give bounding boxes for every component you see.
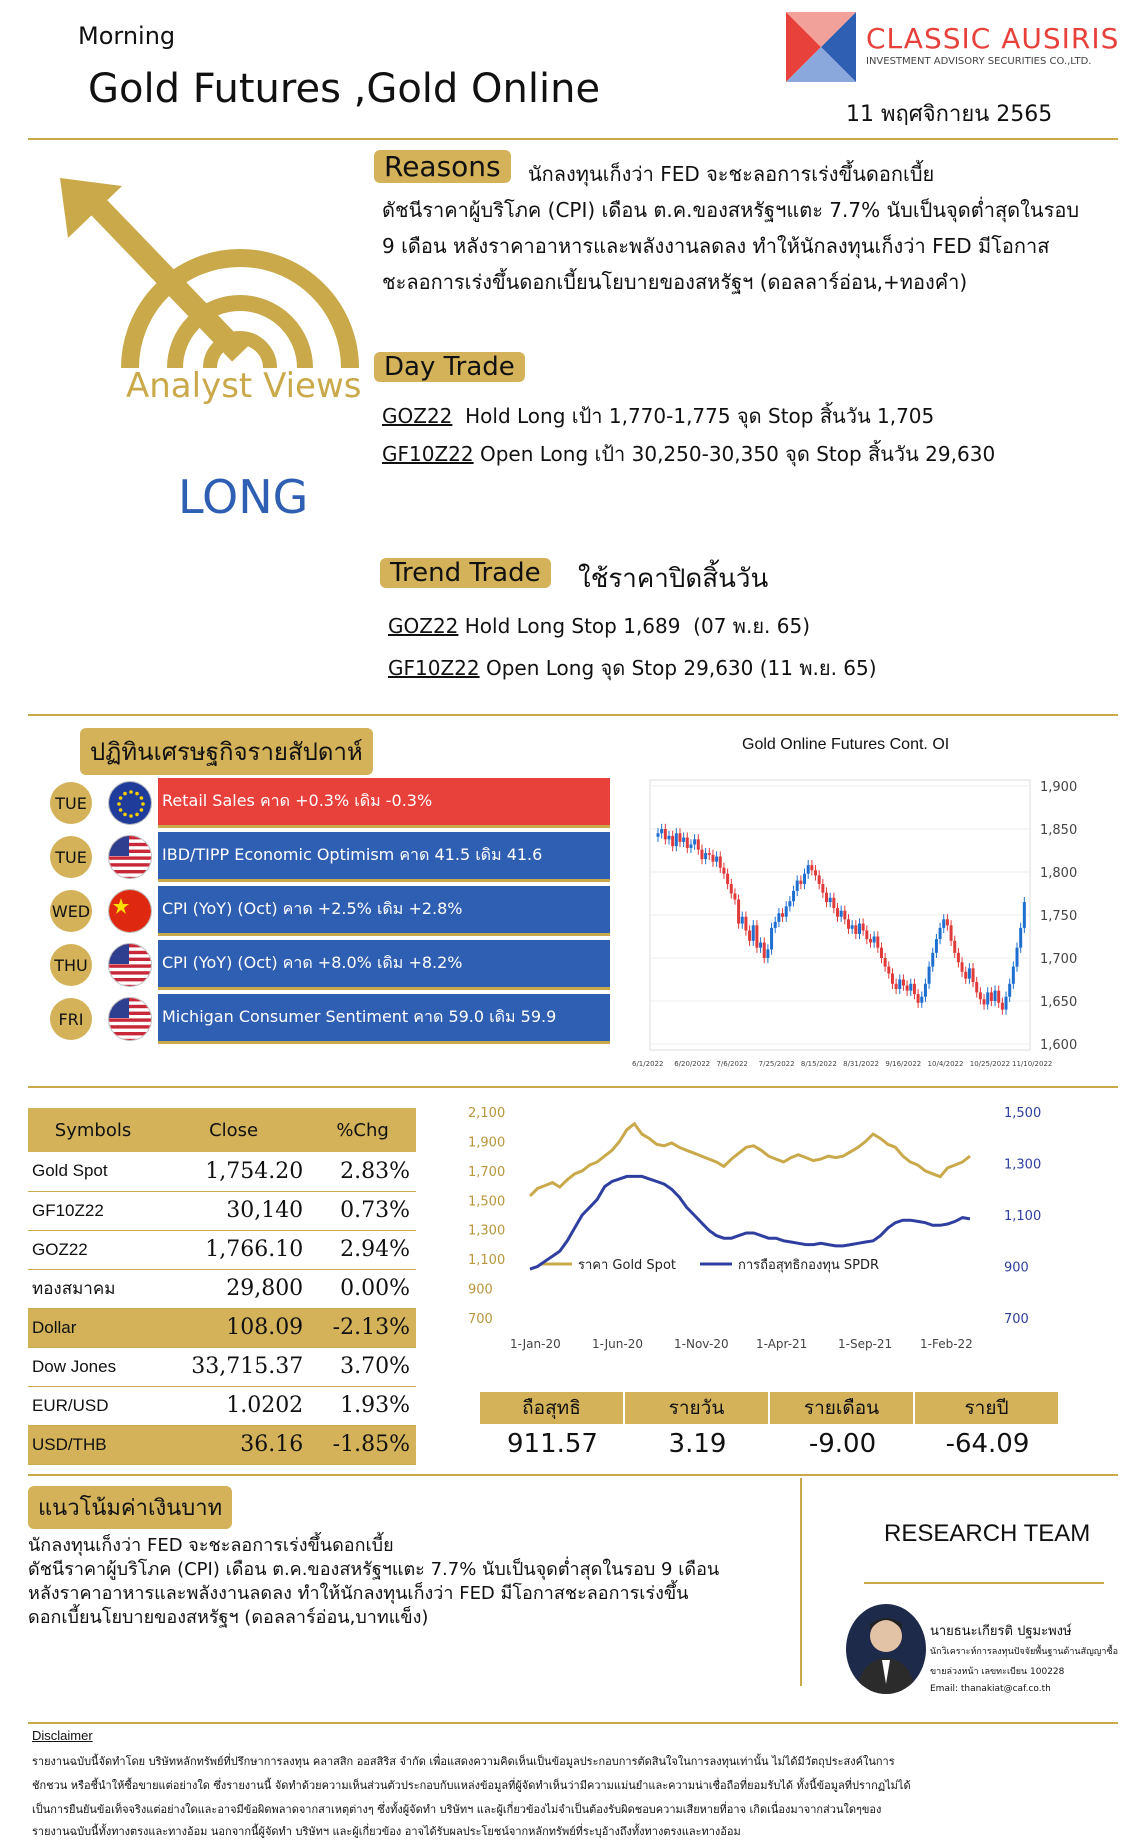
y-tick-label: 1,600 <box>1040 1038 1078 1053</box>
event-text: CPI (YoY) (Oct) คาด +2.5% เดิม +2.8% <box>158 886 610 936</box>
trend-trade-tag: Trend Trade <box>380 558 551 588</box>
close-cell: 30,140 <box>158 1191 309 1230</box>
candle-body <box>671 836 674 846</box>
event-day: TUE <box>50 836 92 878</box>
candle-body <box>1023 902 1026 928</box>
y-tick-label: 1,850 <box>1040 823 1078 838</box>
candle-body <box>880 948 883 958</box>
x-tick-label: 8/15/2022 <box>800 1060 837 1068</box>
x-tick-label: 1-Jun-20 <box>592 1337 643 1351</box>
candle-body <box>873 937 876 943</box>
candle-chart-title: Gold Online Futures Cont. OI <box>742 736 950 753</box>
disclaimer-line-4: รายงานฉบับนี้ทั้งทางตรงและทางอ้อม นอกจากนี้ผู้จัดทำ บริษัทฯ และผู้เกี่ยวข้อง อาจได้รับผลประโยชน์จากหลักทรัพย์ที่ระบุอ้างถึงทั้งทางตรงและทางอ้อม <box>32 1825 741 1838</box>
candle-body <box>682 838 685 842</box>
calendar-event <box>50 994 610 1044</box>
hold-val-monthly: -9.00 <box>808 1429 877 1459</box>
candle-body <box>983 999 986 1004</box>
table-row <box>28 1308 416 1347</box>
candle-body <box>693 839 696 844</box>
candle-body <box>777 913 780 922</box>
analyst-avatar <box>846 1604 926 1694</box>
candle-body <box>686 838 689 848</box>
candle-body <box>821 884 824 893</box>
candle-body <box>708 853 711 855</box>
candle-body <box>1016 948 1019 967</box>
candle-body <box>840 911 843 917</box>
hold-val-net: 911.57 <box>507 1429 598 1459</box>
candle-body <box>660 829 663 833</box>
y-left-tick-label: 1,100 <box>468 1253 506 1269</box>
close-cell: 1.0202 <box>158 1386 309 1425</box>
eu-flag-icon <box>108 781 152 825</box>
candlestick-chart <box>630 770 1080 1070</box>
us-flag-icon <box>108 835 152 879</box>
candle-body <box>939 928 942 939</box>
candle-body <box>832 898 835 908</box>
analyst-email: Email: thanakiat@caf.co.th <box>930 1684 1051 1694</box>
chg-cell: 0.73% <box>309 1191 416 1230</box>
candle-body <box>865 930 868 939</box>
baht-line-1: นักลงทุนเก็งว่า FED จะชะลอการเร่งขึ้นดอกเบี้ย <box>28 1535 394 1556</box>
close-cell: 1,766.10 <box>158 1230 309 1269</box>
divider-lower <box>28 1086 1118 1088</box>
y-left-tick-label: 1,900 <box>468 1135 506 1151</box>
candle-body <box>1019 928 1022 948</box>
candle-body <box>689 844 692 847</box>
day-trade-text: Open Long เป้า 30,250-30,350 จุด Stop สิ้นวัน 29,630 <box>473 442 996 466</box>
event-text: Retail Sales คาด +0.3% เดิม -0.3% <box>158 778 610 828</box>
disclaimer-line-3: เป็นการยืนยันข้อเท็จจริงแต่อย่างใดและอาจมีข้อผิดพลาดจากสาเหตุต่างๆ ซึ่งทั้งผู้จัดทำ บริษัทฯ และผู้เกี่ยวข้องไม่จำเป็นต้องรับผิดชอบความเสียหายที่อาจ เกิดเนื่องมาจากส่วนใดๆของ <box>32 1803 882 1816</box>
baht-line-4: ดอกเบี้ยนโยบายของสหรัฐฯ (ดอลลาร์อ่อน,บาทแข็ง) <box>28 1607 429 1628</box>
hold-val-daily: 3.19 <box>668 1429 727 1459</box>
research-divider <box>864 1582 1104 1584</box>
close-cell: 108.09 <box>158 1308 309 1347</box>
candle-body <box>700 850 703 859</box>
baht-line-2: ดัชนีราคาผู้บริโภค (CPI) เดือน ต.ค.ของสหรัฐฯแตะ 7.7% นับเป็นจุดต่ำสุดในรอบ 9 เดือน <box>28 1559 720 1580</box>
candle-body <box>755 925 758 947</box>
day-trade-tag: Day Trade <box>374 352 525 382</box>
candle-body <box>726 874 729 884</box>
hold-col-daily: รายวัน <box>625 1392 770 1424</box>
x-tick-label: 1-Jan-20 <box>510 1337 561 1351</box>
chg-cell: 1.93% <box>309 1386 416 1425</box>
candle-body <box>1001 1003 1004 1010</box>
y-left-tick-label: 700 <box>468 1312 493 1327</box>
disclaimer-line-1: รายงานฉบับนี้จัดทำโดย บริษัทหลักทรัพย์ที่ปรึกษาการลงทุน คลาสสิก ออสสิริส จำกัด เพื่อแสดงความคิดเห็นเป็นข้อมูลประกอบการตัดสินใจในการลงทุนเท่านั้น ไม่ได้มีวัตถุประสงค์ในการ <box>32 1755 895 1768</box>
series-line <box>530 1124 970 1196</box>
header-kicker: Morning <box>78 22 176 50</box>
candle-body <box>807 865 810 874</box>
candle-body <box>796 881 799 891</box>
event-text: IBD/TIPP Economic Optimism คาด 41.5 เดิม 41.6 <box>158 832 610 882</box>
candle-body <box>986 992 989 1004</box>
candle-body <box>953 941 956 953</box>
y-left-tick-label: 1,500 <box>468 1194 506 1210</box>
symbol-cell: GF10Z22 <box>28 1191 158 1230</box>
day-trade-symbol: GF10Z22 <box>382 442 474 466</box>
candle-body <box>851 925 854 928</box>
trend-trade-text: Hold Long Stop 1,689 (07 พ.ย. 65) <box>458 614 811 638</box>
brand-subtitle: INVESTMENT ADVISORY SECURITIES CO.,LTD. <box>866 56 1092 67</box>
day-trade-row-2 <box>382 438 995 470</box>
vertical-divider <box>800 1478 802 1686</box>
candle-body <box>704 853 707 859</box>
y-left-tick-label: 2,100 <box>468 1106 506 1121</box>
close-cell: 33,715.37 <box>158 1347 309 1386</box>
hold-col-yearly: รายปี <box>915 1392 1060 1424</box>
y-left-tick-label: 900 <box>468 1282 493 1298</box>
candle-body <box>854 925 857 934</box>
trend-trade-symbol: GF10Z22 <box>388 656 480 680</box>
event-text: Michigan Consumer Sentiment คาด 59.0 เดิม 59.9 <box>158 994 610 1044</box>
y-tick-label: 1,650 <box>1040 995 1078 1010</box>
x-tick-label: 11/10/2022 <box>1012 1060 1053 1068</box>
candle-body <box>891 973 894 983</box>
symbol-cell: GOZ22 <box>28 1230 158 1269</box>
candle-body <box>898 980 901 989</box>
calendar-event <box>50 886 610 936</box>
baht-tag: แนวโน้มค่าเงินบาท <box>28 1486 232 1529</box>
candle-body <box>957 953 960 962</box>
candle-body <box>847 919 850 928</box>
candle-body <box>814 870 817 875</box>
candle-body <box>818 875 821 884</box>
report-date: 11 พฤศจิกายน 2565 <box>846 102 1053 127</box>
candle-body <box>829 898 832 902</box>
candle-body <box>924 984 927 997</box>
us-flag-icon <box>108 997 152 1041</box>
y-tick-label: 1,700 <box>1040 952 1078 967</box>
disclaimer-line-2: ชักชวน หรือชี้นำให้ซื้อขายแต่อย่างใด ซึ่งรายงานนี้ จัดทำด้วยความเห็นส่วนตัวประกอบกับแหล่งข้อมูลที่ผู้จัดทำเห็นว่ามีความแม่นยำและความน่าเชื่อถือที่ยอมรับได้ ทั้งนี้ข้อมูลที่ปรากฏไม่ได้ <box>32 1779 911 1792</box>
chg-cell: 3.70% <box>309 1347 416 1386</box>
candle-body <box>942 919 945 928</box>
candle-body <box>774 922 777 928</box>
candle-body <box>759 943 762 948</box>
candle-body <box>931 953 934 967</box>
candle-body <box>697 839 700 849</box>
trend-trade-note: ใช้ราคาปิดสิ้นวัน <box>578 564 769 594</box>
col-symbols: Symbols <box>28 1108 158 1152</box>
candle-body <box>862 924 865 931</box>
table-row <box>28 1425 416 1464</box>
calendar-title: ปฏิทินเศรษฐกิจรายสัปดาห์ <box>80 728 373 775</box>
hold-val-yearly: -64.09 <box>945 1429 1030 1459</box>
candle-body <box>785 906 788 916</box>
legend-label: ราคา Gold Spot <box>578 1258 676 1273</box>
col-chg: %Chg <box>309 1108 416 1152</box>
symbol-cell: Gold Spot <box>28 1152 158 1191</box>
y-right-tick-label: 900 <box>1004 1260 1029 1276</box>
candle-body <box>1008 984 1011 997</box>
day-trade-text: Hold Long เป้า 1,770-1,775 จุด Stop สิ้นวัน 1,705 <box>452 404 935 428</box>
candle-body <box>906 986 909 991</box>
spdr-holdings-table <box>480 1392 1060 1464</box>
event-day: FRI <box>50 998 92 1040</box>
trend-trade-symbol: GOZ22 <box>388 614 459 638</box>
analyst-role: นักวิเคราะห์การลงทุนปัจจัยพื้นฐานด้านสัญญาซื้อ <box>930 1647 1118 1657</box>
candle-body <box>895 984 898 989</box>
candle-body <box>657 833 660 836</box>
trend-trade-row-1 <box>388 610 810 642</box>
candle-body <box>788 901 791 906</box>
day-trade-symbol: GOZ22 <box>382 404 453 428</box>
close-cell: 36.16 <box>158 1425 309 1464</box>
x-tick-label: 7/6/2022 <box>716 1060 748 1068</box>
candle-body <box>858 924 861 934</box>
y-tick-label: 1,900 <box>1040 780 1078 795</box>
research-team-title: RESEARCH TEAM <box>884 1520 1091 1547</box>
calendar-event <box>50 940 610 990</box>
divider-top <box>28 138 1118 140</box>
candle-body <box>917 994 920 1003</box>
candle-body <box>678 833 681 842</box>
x-tick-label: 6/1/2022 <box>632 1060 664 1068</box>
divider-baht <box>28 1474 1118 1476</box>
calendar-event <box>50 778 610 828</box>
analyst-view-signal: LONG <box>178 470 309 524</box>
analyst-name: นายธนะเกียรติ ปฐมะพงษ์ <box>930 1624 1072 1639</box>
gold-spdr-line-chart <box>460 1096 1060 1356</box>
candle-body <box>737 900 740 924</box>
symbol-cell: Dollar <box>28 1308 158 1347</box>
divider-bottom <box>28 1722 1118 1724</box>
candle-body <box>928 967 931 984</box>
table-row <box>28 1152 416 1191</box>
candle-body <box>744 917 747 931</box>
event-day: WED <box>50 890 92 932</box>
candle-body <box>950 925 953 940</box>
candle-body <box>946 919 949 925</box>
candle-body <box>935 939 938 953</box>
candle-body <box>711 855 714 862</box>
chg-cell: 0.00% <box>309 1269 416 1308</box>
candle-body <box>920 997 923 1003</box>
candle-body <box>836 908 839 917</box>
event-text: CPI (YoY) (Oct) คาด +8.0% เดิม +8.2% <box>158 940 610 990</box>
chg-cell: -1.85% <box>309 1425 416 1464</box>
reasons-line-2: ดัชนีราคาผู้บริโภค (CPI) เดือน ต.ค.ของสหรัฐฯแตะ 7.7% นับเป็นจุดต่ำสุดในรอบ <box>382 198 1080 222</box>
brand-logo <box>786 12 856 82</box>
trend-trade-row-2 <box>388 652 877 684</box>
table-row <box>28 1269 416 1308</box>
y-left-tick-label: 1,700 <box>468 1164 506 1180</box>
candle-body <box>741 917 744 924</box>
legend-label: การถือสุทธิกองทุน SPDR <box>738 1258 880 1273</box>
event-day: THU <box>50 944 92 986</box>
y-right-tick-label: 1,500 <box>1004 1106 1042 1121</box>
analyst-role-2: ขายล่วงหน้า เลขทะเบียน 100228 <box>930 1667 1065 1677</box>
reasons-line-4: ชะลอการเร่งขึ้นดอกเบี้ยนโยบายของสหรัฐฯ (ดอลลาร์อ่อน,+ทองคำ) <box>382 270 968 294</box>
reasons-tag: Reasons <box>374 150 511 183</box>
col-close: Close <box>158 1108 309 1152</box>
candle-body <box>825 893 828 902</box>
x-tick-label: 8/31/2022 <box>843 1060 880 1068</box>
brand-name: CLASSIC AUSIRIS <box>866 22 1120 55</box>
candle-body <box>781 913 784 916</box>
candle-body <box>733 894 736 900</box>
candle-body <box>964 972 967 979</box>
candle-body <box>913 984 916 994</box>
candle-body <box>792 891 795 901</box>
table-row <box>28 1191 416 1230</box>
divider-mid <box>28 714 1118 716</box>
candle-body <box>730 884 733 893</box>
reasons-line-3: 9 เดือน หลังราคาอาหารและพลังงานลดลง ทำให้นักลงทุนเก็งว่า FED มีโอกาส <box>382 234 1050 258</box>
candle-body <box>803 874 806 884</box>
x-tick-label: 6/20/2022 <box>674 1060 711 1068</box>
hold-col-net: ถือสุทธิ <box>480 1392 625 1424</box>
candle-body <box>968 968 971 978</box>
symbol-cell: Dow Jones <box>28 1347 158 1386</box>
x-tick-label: 1-Sep-21 <box>838 1337 893 1351</box>
candle-body <box>770 928 773 950</box>
candle-body <box>909 984 912 991</box>
close-cell: 1,754.20 <box>158 1152 309 1191</box>
candle-body <box>884 958 887 967</box>
y-left-tick-label: 1,300 <box>468 1223 506 1239</box>
chg-cell: 2.83% <box>309 1152 416 1191</box>
x-tick-label: 7/25/2022 <box>758 1060 795 1068</box>
x-tick-label: 1-Feb-22 <box>920 1337 973 1351</box>
candle-body <box>961 962 964 971</box>
cn-flag-icon <box>108 889 152 933</box>
candle-body <box>664 829 667 839</box>
candle-body <box>763 943 766 958</box>
candle-body <box>876 937 879 948</box>
y-tick-label: 1,750 <box>1040 909 1078 924</box>
candle-body <box>972 968 975 982</box>
hold-col-monthly: รายเดือน <box>770 1392 915 1424</box>
trend-trade-text: Open Long จุด Stop 29,630 (11 พ.ย. 65) <box>479 656 877 680</box>
x-tick-label: 9/16/2022 <box>885 1060 922 1068</box>
analyst-views-label: Analyst Views <box>126 366 362 406</box>
disclaimer-title: Disclaimer <box>32 1728 93 1743</box>
event-day: TUE <box>50 782 92 824</box>
candle-body <box>799 881 802 884</box>
symbols-table <box>28 1108 416 1465</box>
table-row <box>28 1347 416 1386</box>
candle-body <box>748 930 751 940</box>
candle-body <box>1012 967 1015 984</box>
day-trade-row-1 <box>382 400 934 432</box>
candle-body <box>994 991 997 1001</box>
candle-body <box>752 925 755 940</box>
candle-body <box>979 992 982 999</box>
symbol-cell: USD/THB <box>28 1425 158 1464</box>
symbol-cell: ทองสมาคม <box>28 1269 158 1308</box>
candle-body <box>887 967 890 974</box>
candle-body <box>766 949 769 958</box>
candle-body <box>843 911 846 920</box>
reasons-line-1: นักลงทุนเก็งว่า FED จะชะลอการเร่งขึ้นดอกเบี้ย <box>528 162 935 186</box>
candle-body <box>675 833 678 846</box>
x-tick-label: 1-Apr-21 <box>756 1337 808 1351</box>
candle-body <box>997 991 1000 1003</box>
candle-body <box>722 868 725 874</box>
candle-body <box>1005 997 1008 1010</box>
chg-cell: 2.94% <box>309 1230 416 1269</box>
page-title: Gold Futures ,Gold Online <box>88 66 601 112</box>
candle-body <box>975 982 978 992</box>
baht-line-3: หลังราคาอาหารและพลังงานลดลง ทำให้นักลงทุนเก็งว่า FED มีโอกาสชะลอการเร่งขึ้น <box>28 1583 689 1604</box>
y-right-tick-label: 700 <box>1004 1312 1029 1327</box>
chg-cell: -2.13% <box>309 1308 416 1347</box>
candle-body <box>810 865 813 870</box>
y-right-tick-label: 1,300 <box>1004 1157 1042 1173</box>
candle-body <box>715 857 718 862</box>
y-tick-label: 1,800 <box>1040 866 1078 881</box>
series-line <box>530 1176 970 1269</box>
candle-body <box>990 992 993 1001</box>
target-arrow-icon <box>60 178 360 378</box>
candle-body <box>667 836 670 839</box>
table-row <box>28 1230 416 1269</box>
x-tick-label: 10/25/2022 <box>969 1060 1011 1068</box>
close-cell: 29,800 <box>158 1269 309 1308</box>
y-right-tick-label: 1,100 <box>1004 1209 1042 1224</box>
candle-body <box>719 857 722 868</box>
candle-body <box>902 980 905 986</box>
calendar-event <box>50 832 610 882</box>
x-tick-label: 10/4/2022 <box>927 1060 964 1068</box>
table-row <box>28 1386 416 1425</box>
us-flag-icon <box>108 943 152 987</box>
x-tick-label: 1-Nov-20 <box>674 1337 729 1351</box>
candle-body <box>869 939 872 942</box>
symbol-cell: EUR/USD <box>28 1386 158 1425</box>
